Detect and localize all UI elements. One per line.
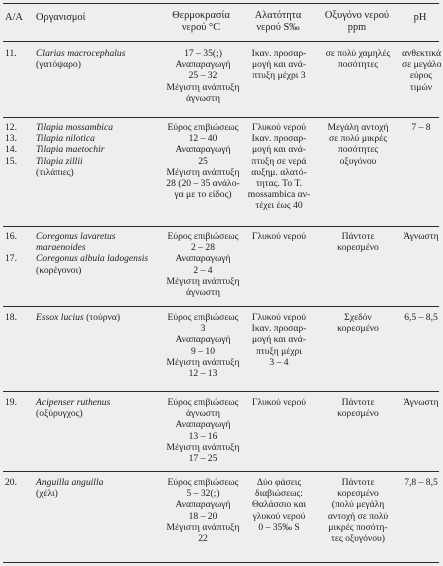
temp-cell <box>156 231 250 298</box>
row-number: 13. <box>5 133 17 145</box>
organism-text: Clarias macrocephalus <box>36 48 126 59</box>
salinity-line: Ικαν. προσαρ- <box>251 48 307 59</box>
oxygen-cell <box>315 397 401 419</box>
salinity-line: Γλυκού νερού <box>251 312 307 323</box>
row-number-cell <box>5 122 31 167</box>
temp-cell <box>156 397 250 464</box>
organism-cell <box>36 48 160 70</box>
table-row <box>0 477 443 561</box>
oxygen-line: Πάντοτε <box>341 231 375 242</box>
row-number <box>5 242 31 253</box>
oxygen-line: τες οξυγόνου) <box>330 533 386 545</box>
organism-cell <box>36 397 160 419</box>
temp-cell <box>156 312 250 379</box>
temp-line: 13 – 16 <box>188 430 218 442</box>
row-number: 17. <box>5 253 17 265</box>
salinity-line: μογή και ανά- <box>252 59 306 71</box>
ph-line: 6,5 – 8,5 <box>404 312 438 323</box>
row-divider <box>3 226 439 227</box>
oxygen-line: (πολύ μεγάλη <box>331 499 385 511</box>
ph-line: 7,8 – 8,5 <box>404 477 438 488</box>
temp-cell <box>156 122 250 200</box>
organism-text: Tilapia nilotica <box>36 133 95 145</box>
organism-cell <box>36 122 160 178</box>
table-row <box>0 312 443 390</box>
salinity-line: τέχει έως 40 <box>255 200 303 212</box>
ph-cell <box>402 231 440 242</box>
temp-cell <box>156 477 250 544</box>
species-name <box>36 397 160 408</box>
salinity-line: πτυξη μέχρι <box>256 345 302 357</box>
common-name: (τούρνα) <box>83 312 121 323</box>
temp-line: άγνωστη <box>186 408 220 420</box>
salinity-line: πτυξη σε νερά <box>251 155 307 167</box>
row-number: 11. <box>5 48 17 59</box>
salinity-line: Γλυκού νερού <box>251 397 307 408</box>
species-name <box>36 231 160 242</box>
organism-text: (κορέγονοι) <box>36 264 82 276</box>
salinity-line: Γλυκού νερού <box>251 122 307 133</box>
species-name <box>36 122 160 133</box>
species-name <box>36 477 160 488</box>
organism-text: Coregonus albula ladogensis <box>36 253 149 265</box>
organism-text: Acipenser ruthenus <box>36 397 111 408</box>
oxygen-line: ποσότητες <box>337 59 379 71</box>
salinity-line: 3 – 4 <box>269 356 289 368</box>
oxygen-line: Πάντοτε <box>341 477 375 488</box>
temp-line: 25 – 32 <box>188 70 218 82</box>
header-rule <box>3 41 439 42</box>
salinity-cell <box>240 122 318 212</box>
salinity-line: mossambica αν- <box>247 189 311 201</box>
row-number-cell <box>5 312 31 323</box>
oxygen-cell <box>315 231 401 253</box>
ph-line: ανθεκτικά <box>402 48 442 59</box>
temp-line: 5 – 32(;) <box>186 488 220 500</box>
header-aa: Α/Α <box>5 12 23 23</box>
row-number: 19. <box>5 397 17 408</box>
organism-text: Tilapia zillii <box>36 155 83 167</box>
salinity-line: 0 – 35‰ S <box>258 521 300 533</box>
salinity-line: μογή και ανά- <box>252 144 306 156</box>
temp-line: άγνωστη <box>186 92 220 104</box>
oxygen-line: σε πολύ χαμηλές <box>325 48 391 59</box>
row-number-cell <box>5 48 31 59</box>
temp-line: 2 – 28 <box>191 242 215 254</box>
organism-text: Coregonus lavaretus <box>36 231 116 242</box>
header-oxygen <box>314 10 400 34</box>
organism-cell <box>36 231 160 276</box>
temp-line: 28 (20 – 35 ανάλο- <box>166 178 240 190</box>
temp-line: Αναπαραγωγή <box>175 59 231 71</box>
oxygen-line: Σχεδόν <box>344 312 372 323</box>
oxygen-line: οξυγόνου <box>339 155 377 167</box>
ph-cell <box>402 397 440 408</box>
ph-line: 7 – 8 <box>411 122 431 133</box>
header-temperature-line: Θερμοκρασία <box>172 10 230 21</box>
salinity-line: γλυκού νερού <box>252 510 306 522</box>
oxygen-line: μικρές ποσότη- <box>328 521 388 533</box>
row-number: 18. <box>5 312 17 323</box>
top-rule <box>3 3 439 4</box>
temp-line: 22 <box>198 533 208 545</box>
salinity-cell <box>240 477 318 533</box>
temp-line: Αναπαραγωγή <box>175 144 231 156</box>
header-ph: pH <box>413 12 427 23</box>
organism-text: (οξύρυγχος) <box>36 408 83 420</box>
salinity-cell <box>240 312 318 368</box>
row-number: 14. <box>5 144 17 156</box>
header-salinity <box>239 10 317 34</box>
oxygen-cell <box>315 312 401 334</box>
salinity-line: Γλυκού νερού <box>251 231 307 242</box>
common-name <box>36 488 160 499</box>
temp-line: 17 – 25 <box>188 453 218 465</box>
species-name <box>36 48 160 59</box>
salinity-line: Θαλάσσιο και <box>251 499 307 511</box>
common-name <box>36 265 160 276</box>
salinity-line: αυξημ. αλατό- <box>251 166 307 178</box>
ph-line: τιμών <box>409 81 433 93</box>
salinity-line: τητας. Το T. <box>255 178 303 190</box>
oxygen-line: Πάντοτε <box>341 397 375 408</box>
oxygen-line: ποσότητες <box>337 144 379 156</box>
ph-cell <box>402 312 440 323</box>
salinity-line: Δύο φάσεις <box>256 477 302 488</box>
oxygen-line: Μεγάλη αντοχή <box>327 122 389 133</box>
temp-line: 25 <box>198 155 208 167</box>
temp-line: Αναπαραγωγή <box>175 499 231 511</box>
bottom-rule <box>3 562 439 563</box>
organism-text: Anguilla anguilla <box>36 477 104 488</box>
temp-line: άγνωστη <box>186 287 220 299</box>
organism-text: Tilapia maetochir <box>36 144 105 156</box>
temp-line: Αναπαραγωγή <box>175 419 231 431</box>
temp-line: Αναπαραγωγή <box>175 334 231 346</box>
ph-line: σε μεγάλο <box>402 59 442 71</box>
salinity-cell <box>240 397 318 408</box>
ph-cell <box>402 122 440 133</box>
row-number-cell <box>5 231 31 265</box>
temp-line: Εύρος επιβιώσεως <box>167 122 239 133</box>
header-salinity-line: νερού S‰ <box>256 22 300 33</box>
organism-cell <box>36 312 160 323</box>
oxygen-cell <box>315 477 401 544</box>
organism-text: (τιλάπιες) <box>36 166 74 178</box>
header-temperature-line: νερού °C <box>181 22 221 33</box>
temp-line: 9 – 10 <box>191 345 215 357</box>
temp-line: Μέγιστη ανάπτυξη <box>166 441 240 453</box>
temp-line: Μέγιστη ανάπτυξη <box>166 356 240 368</box>
temp-line: Μέγιστη ανάπτυξη <box>166 81 240 93</box>
row-number-cell <box>5 477 31 488</box>
common-name <box>36 59 160 70</box>
header-salinity-line: Αλατότητα <box>254 10 302 21</box>
ph-cell <box>402 48 440 93</box>
organism-text: maraenoides <box>36 242 86 254</box>
common-name <box>36 167 160 178</box>
ph-line: Άγνωστη <box>403 231 439 242</box>
temp-line: Εύρος επιβιώσεως <box>167 231 239 242</box>
organism-cell <box>36 477 160 499</box>
header-oxygen-line: ppm <box>347 22 367 33</box>
row-divider <box>3 391 439 392</box>
header-temperature <box>154 10 248 34</box>
temp-line: 12 – 40 <box>188 133 218 145</box>
species-name <box>36 312 160 323</box>
salinity-line: Ικαν. προσαρ- <box>251 323 307 335</box>
salinity-cell <box>240 231 318 242</box>
temp-line: Εύρος επιβιώσεως <box>167 397 239 408</box>
salinity-line: Ικαν. προσαρ- <box>251 133 307 145</box>
species-name <box>36 144 160 155</box>
ph-cell <box>402 477 440 488</box>
row-divider <box>3 306 439 307</box>
salinity-line: μογή και ανά- <box>252 334 306 346</box>
temp-line: Μέγιστη ανάπτυξη <box>166 275 240 287</box>
oxygen-line: κορεσμένο <box>337 488 379 500</box>
temp-line: Εύρος επιβιώσεως <box>167 312 239 323</box>
salinity-cell <box>240 48 318 82</box>
header-organism: Οργανισμοί <box>36 12 86 23</box>
organism-text: (χέλι) <box>36 488 58 500</box>
header-oxygen-line: Οξυγόνο νερού <box>324 10 390 21</box>
temp-line: γα με το είδος) <box>174 189 232 201</box>
temp-line: 12 – 13 <box>188 368 218 380</box>
organism-text: (γατόψαρο) <box>36 59 81 71</box>
species-name <box>36 242 160 253</box>
row-number: 12. <box>5 122 17 133</box>
table-row <box>0 397 443 471</box>
oxygen-line: κορεσμένο <box>337 408 379 420</box>
species-name <box>36 156 160 167</box>
common-name <box>36 408 160 419</box>
table-row <box>0 122 443 226</box>
row-divider <box>3 117 439 118</box>
oxygen-cell <box>315 48 401 70</box>
oxygen-cell <box>315 122 401 167</box>
species-name <box>36 133 160 144</box>
table-row <box>0 231 443 305</box>
temp-line: 3 <box>200 323 206 335</box>
species-name <box>36 253 160 264</box>
temp-line: Μέγιστη ανάπτυξη <box>166 521 240 533</box>
temp-cell <box>156 48 250 104</box>
ph-line: εύρος <box>409 70 433 82</box>
oxygen-line: κορεσμένο <box>337 242 379 254</box>
row-number: 20. <box>5 477 17 488</box>
oxygen-line: σε πολύ μικρές <box>328 133 388 145</box>
salinity-line: πτυξη μέχρι 3 <box>252 70 306 82</box>
ph-line: Άγνωστη <box>403 397 439 408</box>
row-number-cell <box>5 397 31 408</box>
table-row <box>0 48 443 116</box>
row-number: 15. <box>5 155 17 167</box>
organism-text: Essox lucius <box>36 312 84 323</box>
temp-line: 2 – 4 <box>193 264 213 276</box>
temp-line: Μέγιστη ανάπτυξη <box>166 166 240 178</box>
salinity-line: διαβιώσεως: <box>255 488 303 500</box>
oxygen-line: αντοχή σε πολύ <box>327 510 389 522</box>
organism-text: Tilapia mossambica <box>36 122 114 133</box>
row-divider <box>3 471 439 472</box>
temp-line: 18 – 20 <box>188 510 218 522</box>
oxygen-line: κορεσμένο <box>337 323 379 335</box>
temp-line: 17 – 35(;) <box>184 48 222 59</box>
temp-line: Εύρος επιβιώσεως <box>167 477 239 488</box>
temp-line: Αναπαραγωγή <box>175 253 231 265</box>
row-number: 16. <box>5 231 17 242</box>
